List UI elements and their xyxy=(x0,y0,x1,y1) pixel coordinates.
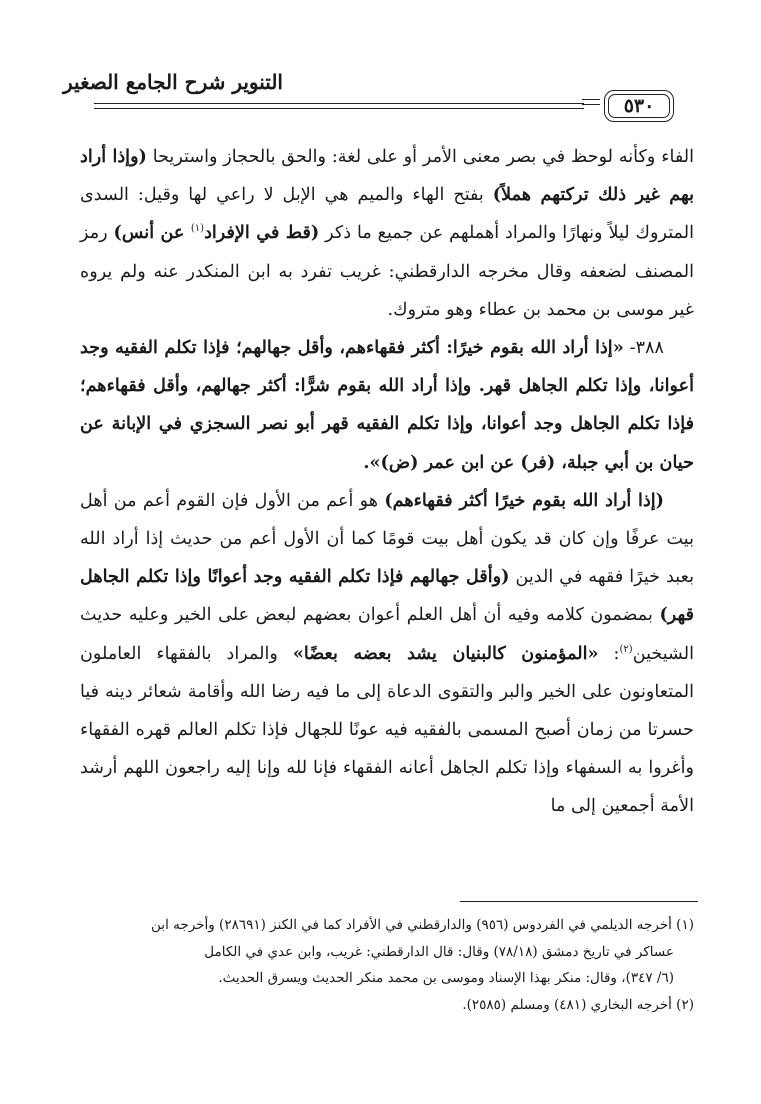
source-reference: (قط في الإفراد xyxy=(204,222,320,244)
header-rule xyxy=(94,103,584,104)
quoted-hadith-text: (وإذا أراد بهم غير ذلك تركتهم هملاً) xyxy=(80,146,694,206)
footnote-separator xyxy=(460,901,698,902)
text-run: : xyxy=(598,643,620,664)
text-run: هو أعم من الأول فإن القوم أعم من أهل بيت عرفًا وإن كان قد يكون أهل بيت قومًا كما أن الأول أعم من حديث إذا أراد الله بعبد خيرًا فقهه في الدين xyxy=(80,490,695,588)
hadith-text: «إذا أراد الله بقوم خيرًا: أكثر فقهاءهم، وأقل جهالهم؛ فإذا تكلم الفقيه وجد أعوانا، وإذا تكلم الجاهل قهر. وإذا أراد الله بقوم شرًّا: أكثر جهالهم، وأقل فقهاءهم؛ فإذا تكلم الجاهل وجد أعوانا، وإذا تكلم الفقيه قهر أبو نصر السجزي في الإبانة عن حيان بن أبي جبلة، (فر) عن ابن عمر (ض)». xyxy=(80,337,694,473)
text-run: والمراد بالفقهاء العاملون المتعاونون على الخير والبر والتقوى الدعاة إلى ما فيه رضا الله وأقامة شعائر دينه فيا حسرتا من زمان أصبح المسمى بالفقيه فيه عونًا للجهال فإذا تكلم العالم قهره الفقهاء وأغروا به السفهاء وإذا تكلم الجاهل أعانه الفقهاء فإنا لله وإنا إليه راجعون اللهم أرشد الأمة أجمعين إلى ما xyxy=(80,643,694,817)
quoted-hadith-text: (إذا أراد الله بقوم خيرًا أكثر فقهاءهم) xyxy=(384,489,664,511)
footnote-marker-1[interactable]: (١) xyxy=(190,223,205,235)
quoted-hadith-text: «المؤمنون كالبنيان يشد بعضه بعضًا» xyxy=(292,642,599,664)
footnote-2: (٢) أخرجه البخاري (٤٨١) ومسلم (٢٥٨٥). xyxy=(462,996,694,1013)
running-title: التنوير شرح الجامع الصغير xyxy=(63,70,283,94)
main-text xyxy=(80,138,694,826)
footnote-marker-2[interactable]: (٢) xyxy=(619,643,633,655)
paragraph-1 xyxy=(80,138,694,329)
source-reference: عن أنس) xyxy=(113,222,191,244)
page-number-connector xyxy=(582,99,600,109)
page-number-frame xyxy=(604,90,674,122)
footnote-1-line-1: (١) أخرجه الديلمي في الفردوس (٩٥٦) والدارقطني في الأفراد كما في الكنز (٢٨٦٩١) وأخرجه ابن xyxy=(151,917,694,933)
text-run: بفتح الهاء والميم هي الإبل لا راعي لها وقيل: السدى المتروك ليلاً ونهارًا والمراد أهملهم عن جميع ما ذكر xyxy=(80,185,694,244)
footnote-1-line-3: (٦/ ٣٤٧)، وقال: منكر بهذا الإسناد وموسى بن محمد منكر الحديث ويسرق الحديث. xyxy=(218,970,674,986)
paragraph-hadith-388 xyxy=(80,329,694,482)
quoted-hadith-text: (وأقل جهالهم فإذا تكلم الفقيه وجد أعوانًا وإذا تكلم الجاهل قهر) xyxy=(80,566,694,626)
footnotes xyxy=(80,912,694,1018)
page-number: ٥٣٠ xyxy=(623,95,655,117)
text-run: الفاء وكأنه لوحظ في بصر معنى الأمر أو على لغة: والحق بالحجاز واستريحا xyxy=(146,147,694,167)
text-run: رمز المصنف لضعفه وقال مخرجه الدارقطني: غريب تفرد به ابن المنكدر عنه ولم يروه غير موسى بن محمد بن عطاء وهو متروك. xyxy=(80,223,694,320)
text-run: بمضمون كلامه وفيه أن أهل العلم أعوان بعضهم لبعض على الخير وعليه حديث الشيخين xyxy=(80,605,694,664)
hadith-number: ٣٨٨- xyxy=(623,338,664,359)
paragraph-commentary xyxy=(80,482,694,826)
header-rule-double xyxy=(94,108,584,109)
footnote-1-line-2: عساكر في تاريخ دمشق (٧٨/١٨) وقال: قال الدارقطني: غريب، وابن عدي في الكامل xyxy=(204,943,674,960)
